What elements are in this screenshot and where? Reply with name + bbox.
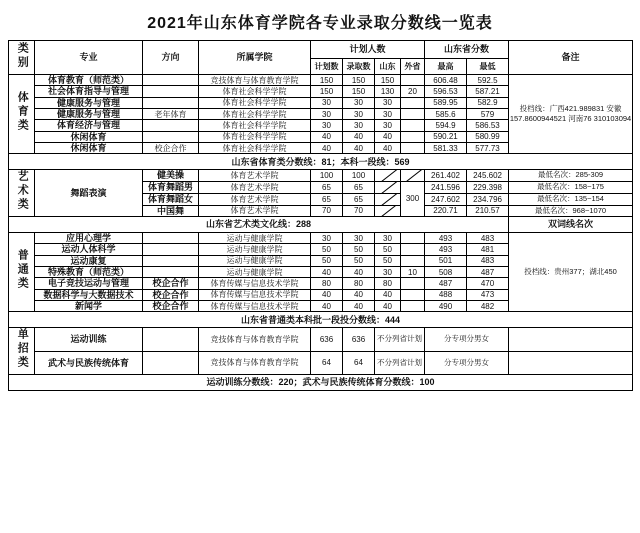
direction: 体育舞蹈男 — [143, 181, 199, 194]
college: 运动与健康学院 — [199, 244, 311, 255]
special-plan: 不分列省计划 — [375, 328, 425, 351]
outside-count: 10 — [401, 267, 425, 278]
highest-score: 596.53 — [425, 86, 467, 97]
shandong-count: 50 — [375, 244, 401, 255]
admit-count: 40 — [343, 143, 375, 154]
summary-art: 山东省艺术类文化线：288 — [9, 217, 509, 233]
outside-count — [401, 97, 425, 108]
remark-sports: 投档线：广西421.989831 安徽157.8600944521 河南76 310103094 — [509, 75, 633, 154]
remark-art: 最低名次：285-309 — [509, 170, 633, 181]
outside-total: 300 — [401, 181, 425, 216]
major-name: 运动人体科学 — [35, 244, 143, 255]
summary-row — [9, 154, 633, 170]
direction: 健美操 — [143, 170, 199, 181]
col-shandong: 山东 — [375, 59, 401, 75]
major-name: 运动训练 — [35, 328, 143, 351]
shandong-count: 40 — [375, 131, 401, 142]
direction — [143, 131, 199, 142]
plan-count: 40 — [311, 143, 343, 154]
summary-single: 运动训练分数线：220；武术与民族传统体育分数线：100 — [9, 375, 633, 391]
table-row — [9, 233, 633, 244]
plan-count: 636 — [311, 328, 343, 351]
major-name: 新闻学 — [35, 301, 143, 312]
direction — [143, 351, 199, 374]
shandong-count — [375, 205, 401, 216]
college: 运动与健康学院 — [199, 233, 311, 244]
college: 体育艺术学院 — [199, 181, 311, 194]
outside-count — [401, 143, 425, 154]
highest-score: 585.6 — [425, 109, 467, 120]
plan-count: 40 — [311, 131, 343, 142]
college: 运动与健康学院 — [199, 267, 311, 278]
admit-count: 30 — [343, 120, 375, 131]
college: 体育艺术学院 — [199, 170, 311, 181]
direction — [143, 244, 199, 255]
direction: 校企合作 — [143, 143, 199, 154]
lowest-score: 592.5 — [467, 75, 509, 86]
lowest-score: 473 — [467, 289, 509, 300]
col-score-group: 山东省分数 — [425, 41, 509, 59]
remark-single — [509, 328, 633, 351]
college: 体育社会科学学院 — [199, 86, 311, 97]
page-title: 2021年山东体育学院各专业录取分数线一览表 — [147, 15, 493, 32]
remark-art: 最低名次：135~154 — [509, 194, 633, 205]
col-admit-count: 录取数 — [343, 59, 375, 75]
highest-score: 488 — [425, 289, 467, 300]
admit-count: 65 — [343, 194, 375, 205]
shandong-count: 30 — [375, 120, 401, 131]
shandong-count: 40 — [375, 143, 401, 154]
category-general: 普通类 — [9, 233, 35, 312]
shandong-count — [375, 181, 401, 194]
lowest-score: 210.57 — [467, 205, 509, 216]
shandong-count: 30 — [375, 267, 401, 278]
college: 体育传媒与信息技术学院 — [199, 278, 311, 289]
table-header-row-1 — [9, 41, 633, 59]
outside-count — [401, 75, 425, 86]
col-plan-count: 计划数 — [311, 59, 343, 75]
college: 体育传媒与信息技术学院 — [199, 301, 311, 312]
score-line-table — [8, 40, 633, 391]
lowest-score: 586.53 — [467, 120, 509, 131]
lowest-score: 245.602 — [467, 170, 509, 181]
special-plan: 不分列省计划 — [375, 351, 425, 374]
special-score: 分专项分男女 — [425, 351, 509, 374]
outside-count — [401, 233, 425, 244]
plan-count: 64 — [311, 351, 343, 374]
col-college: 所属学院 — [199, 41, 311, 75]
summary-general: 山东省普通类本科批一段投分数线：444 — [9, 312, 633, 328]
college: 体育社会科学学院 — [199, 109, 311, 120]
lowest-score: 582.9 — [467, 97, 509, 108]
shandong-count: 130 — [375, 86, 401, 97]
direction — [143, 120, 199, 131]
col-highest: 最高 — [425, 59, 467, 75]
college: 竞技体育与体育教育学院 — [199, 328, 311, 351]
dual-line-label: 双词线名次 — [509, 217, 633, 233]
direction — [143, 97, 199, 108]
plan-count: 40 — [311, 301, 343, 312]
remark-single — [509, 351, 633, 374]
admit-count: 40 — [343, 267, 375, 278]
college: 体育社会科学学院 — [199, 131, 311, 142]
summary-sports: 山东省体育类分数线：81；本科一段线：569 — [9, 154, 633, 170]
plan-count: 50 — [311, 255, 343, 266]
col-plan-group: 计划人数 — [311, 41, 425, 59]
college: 体育社会科学学院 — [199, 143, 311, 154]
highest-score: 581.33 — [425, 143, 467, 154]
plan-count: 65 — [311, 181, 343, 194]
col-lowest: 最低 — [467, 59, 509, 75]
highest-score: 490 — [425, 301, 467, 312]
outside-count — [401, 255, 425, 266]
highest-score: 487 — [425, 278, 467, 289]
major-name: 体育经济与管理 — [35, 120, 143, 131]
remark-art: 最低名次：968~1070 — [509, 205, 633, 216]
shandong-count: 40 — [375, 289, 401, 300]
college: 体育社会科学学院 — [199, 97, 311, 108]
shandong-count: 80 — [375, 278, 401, 289]
admit-count: 70 — [343, 205, 375, 216]
summary-row — [9, 375, 633, 391]
highest-score: 508 — [425, 267, 467, 278]
direction — [143, 255, 199, 266]
lowest-score: 577.73 — [467, 143, 509, 154]
category-sports: 体育类 — [9, 75, 35, 154]
college: 竞技体育与体育教育学院 — [199, 351, 311, 374]
major-name: 舞蹈表演 — [35, 170, 143, 217]
lowest-score: 579 — [467, 109, 509, 120]
admit-count: 636 — [343, 328, 375, 351]
remark-art: 最低名次：158~175 — [509, 181, 633, 194]
outside-count — [401, 278, 425, 289]
direction: 校企合作 — [143, 289, 199, 300]
shandong-count: 30 — [375, 97, 401, 108]
shandong-count: 30 — [375, 109, 401, 120]
col-remark: 备注 — [509, 41, 633, 75]
plan-count: 40 — [311, 289, 343, 300]
highest-score: 594.9 — [425, 120, 467, 131]
outside-count — [401, 131, 425, 142]
table-row — [9, 75, 633, 86]
direction: 体育舞蹈女 — [143, 194, 199, 205]
highest-score: 261.402 — [425, 170, 467, 181]
lowest-score: 483 — [467, 233, 509, 244]
admit-count: 80 — [343, 278, 375, 289]
college: 竞技体育与体育教育学院 — [199, 75, 311, 86]
major-name: 数据科学与大数据技术 — [35, 289, 143, 300]
lowest-score: 482 — [467, 301, 509, 312]
plan-count: 80 — [311, 278, 343, 289]
direction: 校企合作 — [143, 301, 199, 312]
direction — [143, 86, 199, 97]
highest-score: 493 — [425, 233, 467, 244]
plan-count: 30 — [311, 109, 343, 120]
college: 体育艺术学院 — [199, 194, 311, 205]
plan-count: 150 — [311, 75, 343, 86]
college: 体育艺术学院 — [199, 205, 311, 216]
major-name: 体育教育（师范类） — [35, 75, 143, 86]
col-major: 专业 — [35, 41, 143, 75]
lowest-score: 481 — [467, 244, 509, 255]
plan-count: 30 — [311, 97, 343, 108]
highest-score: 606.48 — [425, 75, 467, 86]
lowest-score: 483 — [467, 255, 509, 266]
admit-count: 50 — [343, 255, 375, 266]
admit-count: 150 — [343, 86, 375, 97]
plan-count: 70 — [311, 205, 343, 216]
direction: 中国舞 — [143, 205, 199, 216]
table-row — [9, 328, 633, 351]
admit-count: 30 — [343, 109, 375, 120]
admit-count: 100 — [343, 170, 375, 181]
admit-count: 30 — [343, 97, 375, 108]
college: 体育传媒与信息技术学院 — [199, 289, 311, 300]
plan-count: 30 — [311, 120, 343, 131]
col-category: 类别 — [9, 41, 35, 75]
plan-count: 50 — [311, 244, 343, 255]
direction: 校企合作 — [143, 278, 199, 289]
table-row — [9, 351, 633, 374]
outside-count — [401, 170, 425, 181]
col-outside: 外省 — [401, 59, 425, 75]
major-name: 健康服务与管理 — [35, 109, 143, 120]
admit-count: 40 — [343, 289, 375, 300]
major-name: 特殊教育（师范类） — [35, 267, 143, 278]
direction — [143, 233, 199, 244]
outside-count: 20 — [401, 86, 425, 97]
summary-row — [9, 312, 633, 328]
direction — [143, 267, 199, 278]
shandong-count: 50 — [375, 255, 401, 266]
major-name: 休闲体育 — [35, 131, 143, 142]
admit-count: 150 — [343, 75, 375, 86]
admit-count: 40 — [343, 301, 375, 312]
admit-count: 64 — [343, 351, 375, 374]
lowest-score: 487 — [467, 267, 509, 278]
shandong-count — [375, 170, 401, 181]
admit-count: 40 — [343, 131, 375, 142]
major-name: 电子竞技运动与管理 — [35, 278, 143, 289]
lowest-score: 234.796 — [467, 194, 509, 205]
lowest-score: 587.21 — [467, 86, 509, 97]
plan-count: 150 — [311, 86, 343, 97]
college: 体育社会科学学院 — [199, 120, 311, 131]
highest-score: 220.71 — [425, 205, 467, 216]
remark-general: 投档线：贵州377；湖北450 — [509, 233, 633, 312]
highest-score: 247.602 — [425, 194, 467, 205]
admit-count: 50 — [343, 244, 375, 255]
admit-count: 65 — [343, 181, 375, 194]
shandong-count — [375, 194, 401, 205]
shandong-count: 40 — [375, 301, 401, 312]
shandong-count: 150 — [375, 75, 401, 86]
outside-count — [401, 301, 425, 312]
highest-score: 241.596 — [425, 181, 467, 194]
major-name: 武术与民族传统体育 — [35, 351, 143, 374]
col-direction: 方向 — [143, 41, 199, 75]
direction — [143, 75, 199, 86]
category-single: 单招类 — [9, 328, 35, 375]
major-name: 休闲体育 — [35, 143, 143, 154]
outside-count — [401, 120, 425, 131]
major-name: 运动康复 — [35, 255, 143, 266]
direction: 老年体育 — [143, 109, 199, 120]
category-art: 艺术类 — [9, 170, 35, 217]
admit-count: 30 — [343, 233, 375, 244]
plan-count: 30 — [311, 233, 343, 244]
outside-count — [401, 109, 425, 120]
direction — [143, 328, 199, 351]
summary-row — [9, 217, 633, 233]
special-score: 分专项分男女 — [425, 328, 509, 351]
outside-count — [401, 289, 425, 300]
plan-count: 65 — [311, 194, 343, 205]
table-row — [9, 170, 633, 181]
lowest-score: 229.398 — [467, 181, 509, 194]
lowest-score: 580.99 — [467, 131, 509, 142]
highest-score: 589.95 — [425, 97, 467, 108]
major-name: 社会体育指导与管理 — [35, 86, 143, 97]
major-name: 应用心理学 — [35, 233, 143, 244]
major-name: 健康服务与管理 — [35, 97, 143, 108]
lowest-score: 470 — [467, 278, 509, 289]
college: 运动与健康学院 — [199, 255, 311, 266]
highest-score: 590.21 — [425, 131, 467, 142]
highest-score: 501 — [425, 255, 467, 266]
highest-score: 493 — [425, 244, 467, 255]
plan-count: 40 — [311, 267, 343, 278]
shandong-count: 30 — [375, 233, 401, 244]
outside-count — [401, 244, 425, 255]
plan-count: 100 — [311, 170, 343, 181]
